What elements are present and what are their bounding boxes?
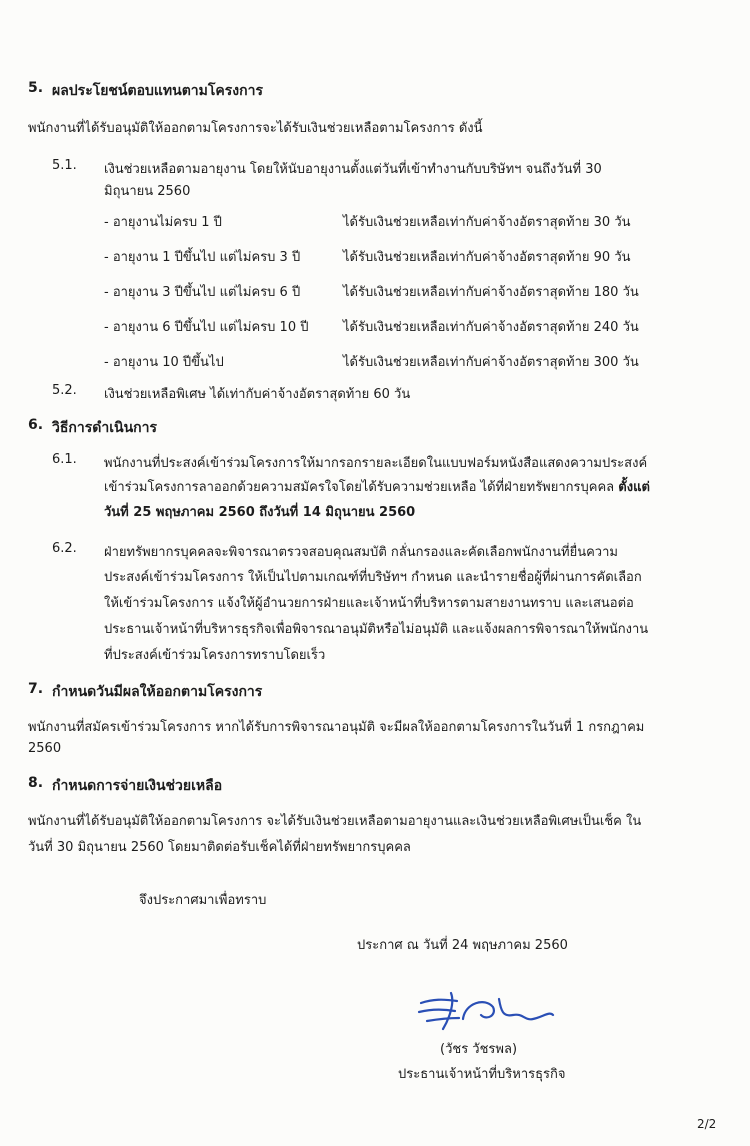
item-6-2-line-1: ฝ่ายทรัพยากรบุคคลจะพิจารณาตรวจสอบคุณสมบัติ กลั่นกรองและคัดเลือกพนักงานที่ยื่นความ xyxy=(104,545,618,560)
section-5-intro: พนักงานที่ได้รับอนุมัติให้ออกตามโครงการจะได้รับเงินช่วยเหลือตามโครงการ ดังนี้ xyxy=(28,121,483,136)
item-6-1-date-range: วันที่ 25 พฤษภาคม 2560 ถึงวันที่ 14 มิถุนายน 2560 xyxy=(104,505,416,520)
item-6-2-line-3: ให้เข้าร่วมโครงการ แจ้งให้ผู้อำนวยการฝ่ายและเจ้าหน้าที่บริหารตามสายงานทราบ และเสนอต่อ xyxy=(104,596,634,611)
section-6-title: วิธีการดำเนินการ xyxy=(52,420,157,436)
tier-1-condition: - อายุงานไม่ครบ 1 ปี xyxy=(104,215,222,230)
item-5-1-number: 5.1. xyxy=(52,158,77,173)
closing-text: จึงประกาศมาเพื่อทราบ xyxy=(139,893,267,908)
section-7-line-2: 2560 xyxy=(28,741,62,756)
signature-image xyxy=(413,985,563,1035)
section-7-number: 7. xyxy=(28,681,44,697)
item-6-2-line-4: ประธานเจ้าหน้าที่บริหารธุรกิจเพื่อพิจารณาอนุมัติหรือไม่อนุมัติ และแจ้งผลการพิจารณาให้พนักงาน xyxy=(104,622,649,637)
item-5-1-line-2: มิถุนายน 2560 xyxy=(104,184,191,199)
signer-title: ประธานเจ้าหน้าที่บริหารธุรกิจ xyxy=(398,1067,566,1082)
announcement-date: ประกาศ ณ วันที่ 24 พฤษภาคม 2560 xyxy=(357,938,568,953)
item-5-2-number: 5.2. xyxy=(52,383,77,398)
section-8-number: 8. xyxy=(28,775,44,791)
section-5-title: ผลประโยชน์ตอบแทนตามโครงการ xyxy=(52,83,263,99)
item-6-2-number: 6.2. xyxy=(52,541,77,556)
section-8-title: กำหนดการจ่ายเงินช่วยเหลือ xyxy=(52,778,223,794)
section-7-line-1: พนักงานที่สมัครเข้าร่วมโครงการ หากได้รับการพิจารณาอนุมัติ จะมีผลให้ออกตามโครงการในวันที่ 1 กรกฎาคม xyxy=(28,720,645,735)
item-6-1-line-2-bold: ตั้งแต่ xyxy=(618,480,650,495)
tier-4-benefit: ได้รับเงินช่วยเหลือเท่ากับค่าจ้างอัตราสุดท้าย 240 วัน xyxy=(343,320,639,335)
section-6-number: 6. xyxy=(28,417,44,433)
tier-4-condition: - อายุงาน 6 ปีขึ้นไป แต่ไม่ครบ 10 ปี xyxy=(104,320,309,335)
section-8-line-2: วันที่ 30 มิถุนายน 2560 โดยมาติดต่อรับเช็คได้ที่ฝ่ายทรัพยากรบุคคล xyxy=(28,840,411,855)
item-6-2-line-2: ประสงค์เข้าร่วมโครงการ ให้เป็นไปตามเกณฑ์ที่บริษัทฯ กำหนด และนำรายชื่อผู้ที่ผ่านการคัดเลือก xyxy=(104,570,642,585)
item-6-1-number: 6.1. xyxy=(52,452,77,467)
item-6-1-line-2 xyxy=(104,476,650,497)
item-5-1-line-1: เงินช่วยเหลือตามอายุงาน โดยให้นับอายุงานตั้งแต่วันที่เข้าทำงานกับบริษัทฯ จนถึงวันที่ 30 xyxy=(104,162,602,177)
tier-3-condition: - อายุงาน 3 ปีขึ้นไป แต่ไม่ครบ 6 ปี xyxy=(104,285,301,300)
tier-5-benefit: ได้รับเงินช่วยเหลือเท่ากับค่าจ้างอัตราสุดท้าย 300 วัน xyxy=(343,355,639,370)
tier-1-benefit: ได้รับเงินช่วยเหลือเท่ากับค่าจ้างอัตราสุดท้าย 30 วัน xyxy=(343,215,631,230)
item-6-1-line-2-text: เข้าร่วมโครงการลาออกด้วยความสมัครใจโดยได้รับความช่วยเหลือ ได้ที่ฝ่ายทรัพยากรบุคคล xyxy=(104,480,619,495)
tier-3-benefit: ได้รับเงินช่วยเหลือเท่ากับค่าจ้างอัตราสุดท้าย 180 วัน xyxy=(343,285,639,300)
page-number: 2/2 xyxy=(697,1117,717,1131)
tier-5-condition: - อายุงาน 10 ปีขึ้นไป xyxy=(104,355,224,370)
item-6-1-line-1: พนักงานที่ประสงค์เข้าร่วมโครงการให้มากรอกรายละเอียดในแบบฟอร์มหนังสือแสดงความประสงค์ xyxy=(104,456,648,471)
tier-2-condition: - อายุงาน 1 ปีขึ้นไป แต่ไม่ครบ 3 ปี xyxy=(104,250,301,265)
item-5-2-text: เงินช่วยเหลือพิเศษ ได้เท่ากับค่าจ้างอัตราสุดท้าย 60 วัน xyxy=(104,387,411,402)
tier-2-benefit: ได้รับเงินช่วยเหลือเท่ากับค่าจ้างอัตราสุดท้าย 90 วัน xyxy=(343,250,631,265)
signer-name: (วัชร วัชรพล) xyxy=(440,1042,518,1057)
section-7-title: กำหนดวันมีผลให้ออกตามโครงการ xyxy=(52,684,263,700)
item-6-2-line-5: ที่ประสงค์เข้าร่วมโครงการทราบโดยเร็ว xyxy=(104,648,326,663)
section-5-number: 5. xyxy=(28,80,44,96)
section-8-line-1: พนักงานที่ได้รับอนุมัติให้ออกตามโครงการ จะได้รับเงินช่วยเหลือตามอายุงานและเงินช่วยเหลือพิเศษเป็นเช็ค ใน xyxy=(28,814,642,829)
